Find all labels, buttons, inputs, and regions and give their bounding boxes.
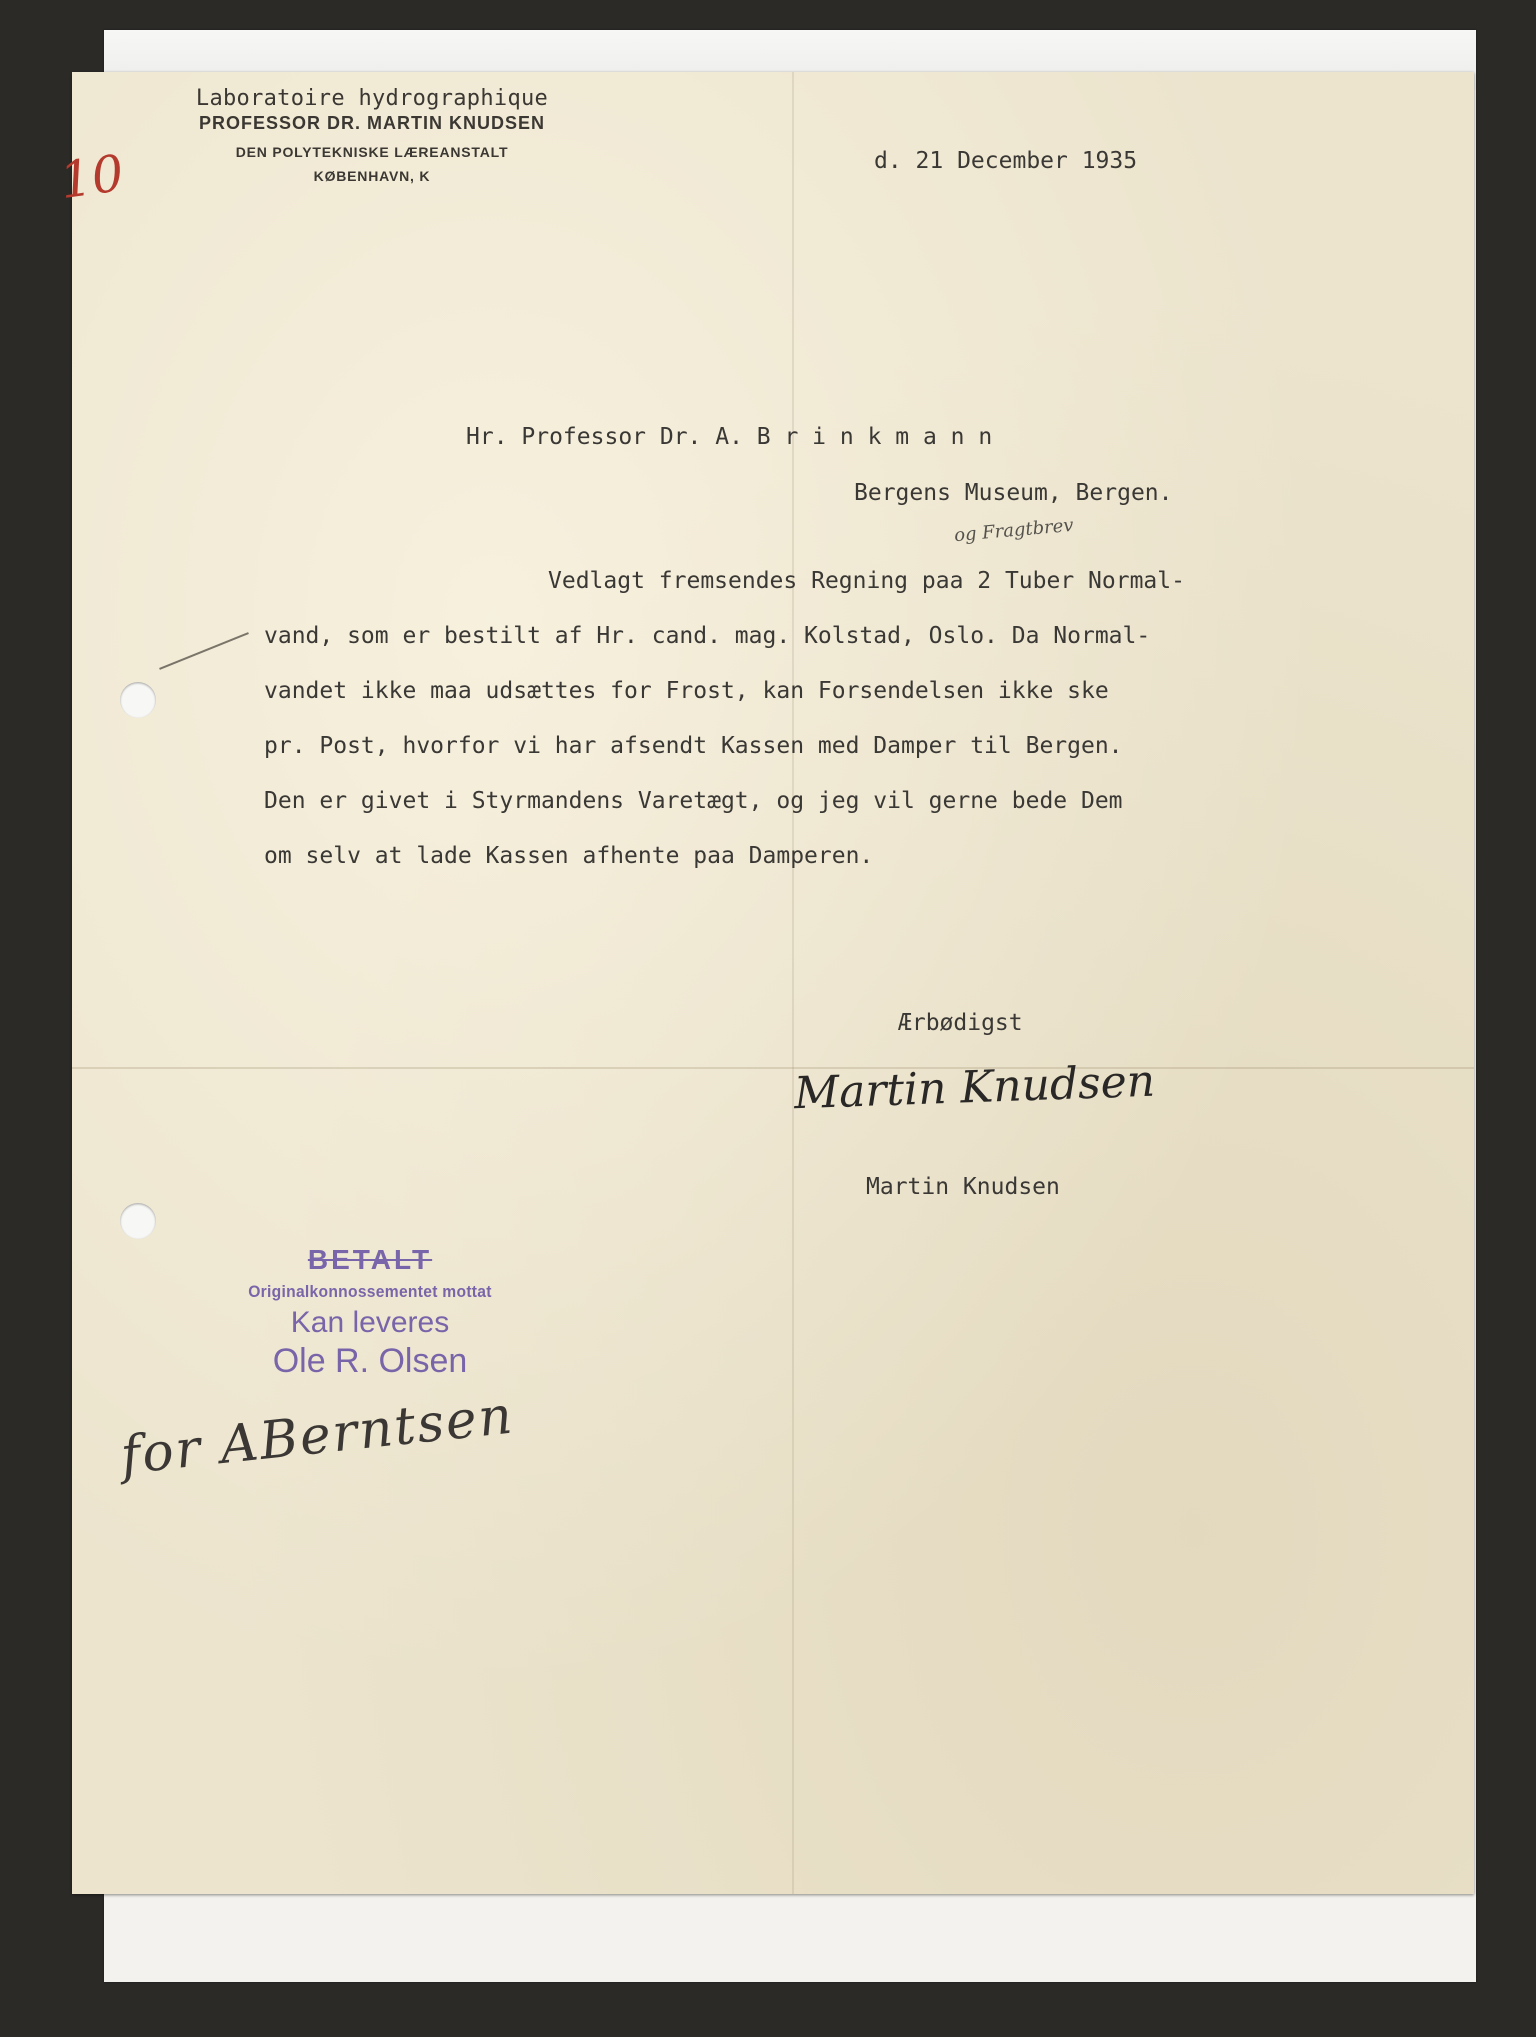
- punch-hole-top: [120, 682, 156, 718]
- letter-date: d. 21 December 1935: [874, 148, 1138, 174]
- letterhead: [112, 86, 632, 184]
- vertical-fold-line: [792, 72, 794, 1894]
- handwritten-insertion: og Fragtbrev: [953, 514, 1075, 547]
- closing-salutation: Ærbødigst: [898, 1010, 1023, 1036]
- stamp-handwritten-signature: for ABerntsen: [117, 1385, 517, 1487]
- body-line: vand, som er bestilt af Hr. cand. mag. Kolstad, Oslo. Da Normal-: [264, 623, 1151, 649]
- body-line: om selv at lade Kassen afhente paa Damperen.: [264, 843, 874, 869]
- stamp-betalt: BETALT: [307, 1244, 433, 1275]
- letterhead-school: DEN POLYTEKNISKE LÆREANSTALT: [235, 144, 509, 160]
- recipient-name: Hr. Professor Dr. A. B r i n k m a n n: [466, 424, 993, 450]
- letterhead-institution: Laboratoire hydrographique: [195, 86, 549, 111]
- body-line: Den er givet i Styrmandens Varetægt, og jeg vil gerne bede Dem: [264, 788, 1123, 814]
- letter-page: [72, 72, 1474, 1894]
- punch-hole-bottom: [120, 1203, 156, 1239]
- body-line: pr. Post, hvorfor vi har afsendt Kassen med Damper til Bergen.: [264, 733, 1123, 759]
- letter-body: [264, 554, 1424, 884]
- archive-number: 10: [56, 143, 128, 211]
- horizontal-fold-line: [72, 1067, 1474, 1069]
- stamp-can-deliver: Kan leveres: [290, 1306, 450, 1339]
- receipt-stamp: [160, 1244, 580, 1381]
- stamp-company: Ole R. Olsen: [272, 1342, 468, 1380]
- body-line: Vedlagt fremsendes Regning paa 2 Tuber Normal-: [548, 568, 1185, 594]
- letterhead-professor: PROFESSOR DR. MARTIN KNUDSEN: [198, 113, 545, 133]
- stamp-original-bill: Originalkonnossementet mottat: [248, 1282, 492, 1301]
- letterhead-city: KØBENHAVN, K: [313, 168, 431, 184]
- recipient-place: Bergens Museum, Bergen.: [854, 480, 1173, 506]
- body-line: vandet ikke maa udsættes for Frost, kan Forsendelsen ikke ske: [264, 678, 1109, 704]
- signer-name: Martin Knudsen: [866, 1174, 1060, 1200]
- handwritten-signature: Martin Knudsen: [793, 1055, 1156, 1120]
